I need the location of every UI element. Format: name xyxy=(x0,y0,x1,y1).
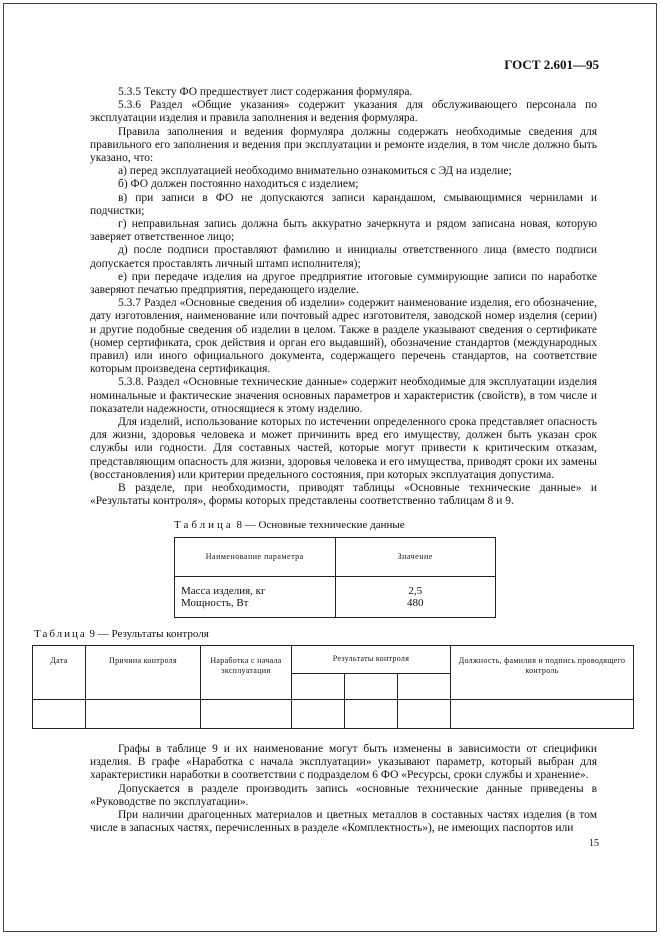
table9-caption: Таблица 9 — Результаты контроля xyxy=(34,627,209,640)
paragraph: д) после подписи проставляют фамилию и инициалы ответственного лица (вместо подписи допускается проставлять личный штамп исполнителя); xyxy=(90,244,597,270)
table9-cell xyxy=(451,699,634,728)
paragraph: Графы в таблице 9 и их наименование могут быть изменены в зависимости от специфики изделия. В графе «Наработка с начала эксплуатации» указывают параметр, который выбран для характеристики наработки в соответствии с подразделом 6 ФО «Ресурсы, сроки службы и хранение». xyxy=(90,742,597,782)
paragraph: Допускается в разделе производить запись «основные технические данные приведены в «Руководстве по эксплуатации». xyxy=(90,782,597,808)
table8-caption: Таблица 8 — Основные технические данные xyxy=(174,518,405,531)
table9-subcol xyxy=(345,673,398,699)
table8-value: 480 xyxy=(407,596,424,609)
table9-cell xyxy=(201,699,292,728)
table8-param: Мощность, Вт xyxy=(181,596,249,609)
table9-cell xyxy=(398,699,451,728)
table9-header-inspector: Должность, фамилия и подпись проводящего контроль xyxy=(451,645,634,699)
paragraph: Для изделий, использование которых по истечении определенного срока представляет опасность для жизни, здоровья человека и может причинить вред его имуществу, должен быть указан срок службы или годности. Для составных частей, которые могут привести к критическим отказам, представляющим опасность для жизни, здоровья человека и его имущества, приводят сроки их замены (восстановления) или критерии предельного состояния, при которых эксплуатация допустима. xyxy=(90,416,597,481)
paragraph: 5.3.8. Раздел «Основные технические данные» содержит необходимые для эксплуатации изделия номинальные и фактические значения основных параметров и характеристик (свойств), в том числе и показатели надежности, относящиеся к этому изделию. xyxy=(90,376,597,415)
table8-params-cell xyxy=(175,576,336,617)
paragraph: а) перед эксплуатацией необходимо внимательно ознакомиться с ЭД на изделие; xyxy=(118,165,512,178)
table9-header-date: Дата xyxy=(33,645,86,699)
table9 xyxy=(32,645,634,729)
table9-header-reason: Причина контроля xyxy=(86,645,201,699)
table8-header-value: Значение xyxy=(335,537,496,576)
table8-value: 2,5 xyxy=(408,584,423,597)
paragraph: в) при записи в ФО не допускаются записи карандашом, смывающимися чернилами и подчистки; xyxy=(90,191,597,217)
paragraph: В разделе, при необходимости, приводят таблицы «Основные технические данные» и «Результаты контроля», формы которых представлены соответственно таблицам 8 и 9. xyxy=(90,482,597,508)
table9-cell xyxy=(86,699,201,728)
paragraph: е) при передаче изделия на другое предприятие итоговые суммирующие записи по наработке заверяют печатью предприятия, передающего изделие. xyxy=(90,270,597,297)
document-header: ГОСТ 2.601—95 xyxy=(504,57,599,72)
table8-header-param: Наименование параметра xyxy=(175,537,336,576)
paragraph: 5.3.5 Тексту ФО предшествует лист содержания формуляра. xyxy=(118,86,413,98)
paragraph: г) неправильная запись должна быть аккуратно зачеркнута и рядом записана новая, которую заверяет ответственное лицо; xyxy=(90,218,597,244)
paragraph: б) ФО должен постоянно находиться с изделием; xyxy=(118,178,359,191)
paragraph: 5.3.6 Раздел «Общие указания» содержит указания для обслуживающего персонала по эксплуатации изделия и правила заполнения и ведения формуляра. xyxy=(90,99,597,125)
document-body xyxy=(34,86,626,835)
table9-subcol xyxy=(292,673,345,699)
table9-cell xyxy=(292,699,345,728)
table9-cell xyxy=(33,699,86,728)
table9-subcol xyxy=(398,673,451,699)
paragraph: 5.3.7 Раздел «Основные сведения об изделии» содержит наименование изделия, его обозначение, дату изготовления, наименование или почтовый адрес изготовителя, заводской номер изделия (серии) и другие подобные сведения об изделии в целом. Также в разделе указывают сведения о сертификате (номер сертификата, срок действия и орган его выдавший), обозначение стандартов (международных правил) или иного официального документа, содержащего перечень стандартов, на соответствие которым произведена сертификация. xyxy=(90,297,597,376)
table9-header-results: Результаты контроля xyxy=(292,645,451,673)
page-number: 15 xyxy=(589,838,599,849)
paragraph: Правила заполнения и ведения формуляра должны содержать необходимые сведения для правильного его заполнения и ведения при эксплуатации и ремонте изделия, в том числе должно быть указано, что: xyxy=(90,125,597,165)
paragraph: При наличии драгоценных материалов и цветных металлов в составных частях изделия (в том числе в запасных частях, перечисленных в разделе «Комплектность»), не имеющих паспортов или xyxy=(90,808,597,835)
table9-cell xyxy=(345,699,398,728)
table9-header-operating-time: Наработка с начала эксплуатации xyxy=(201,645,292,699)
table8-param: Масса изделия, кг xyxy=(181,584,266,597)
table8-values-cell xyxy=(335,576,496,617)
table8 xyxy=(174,537,496,618)
